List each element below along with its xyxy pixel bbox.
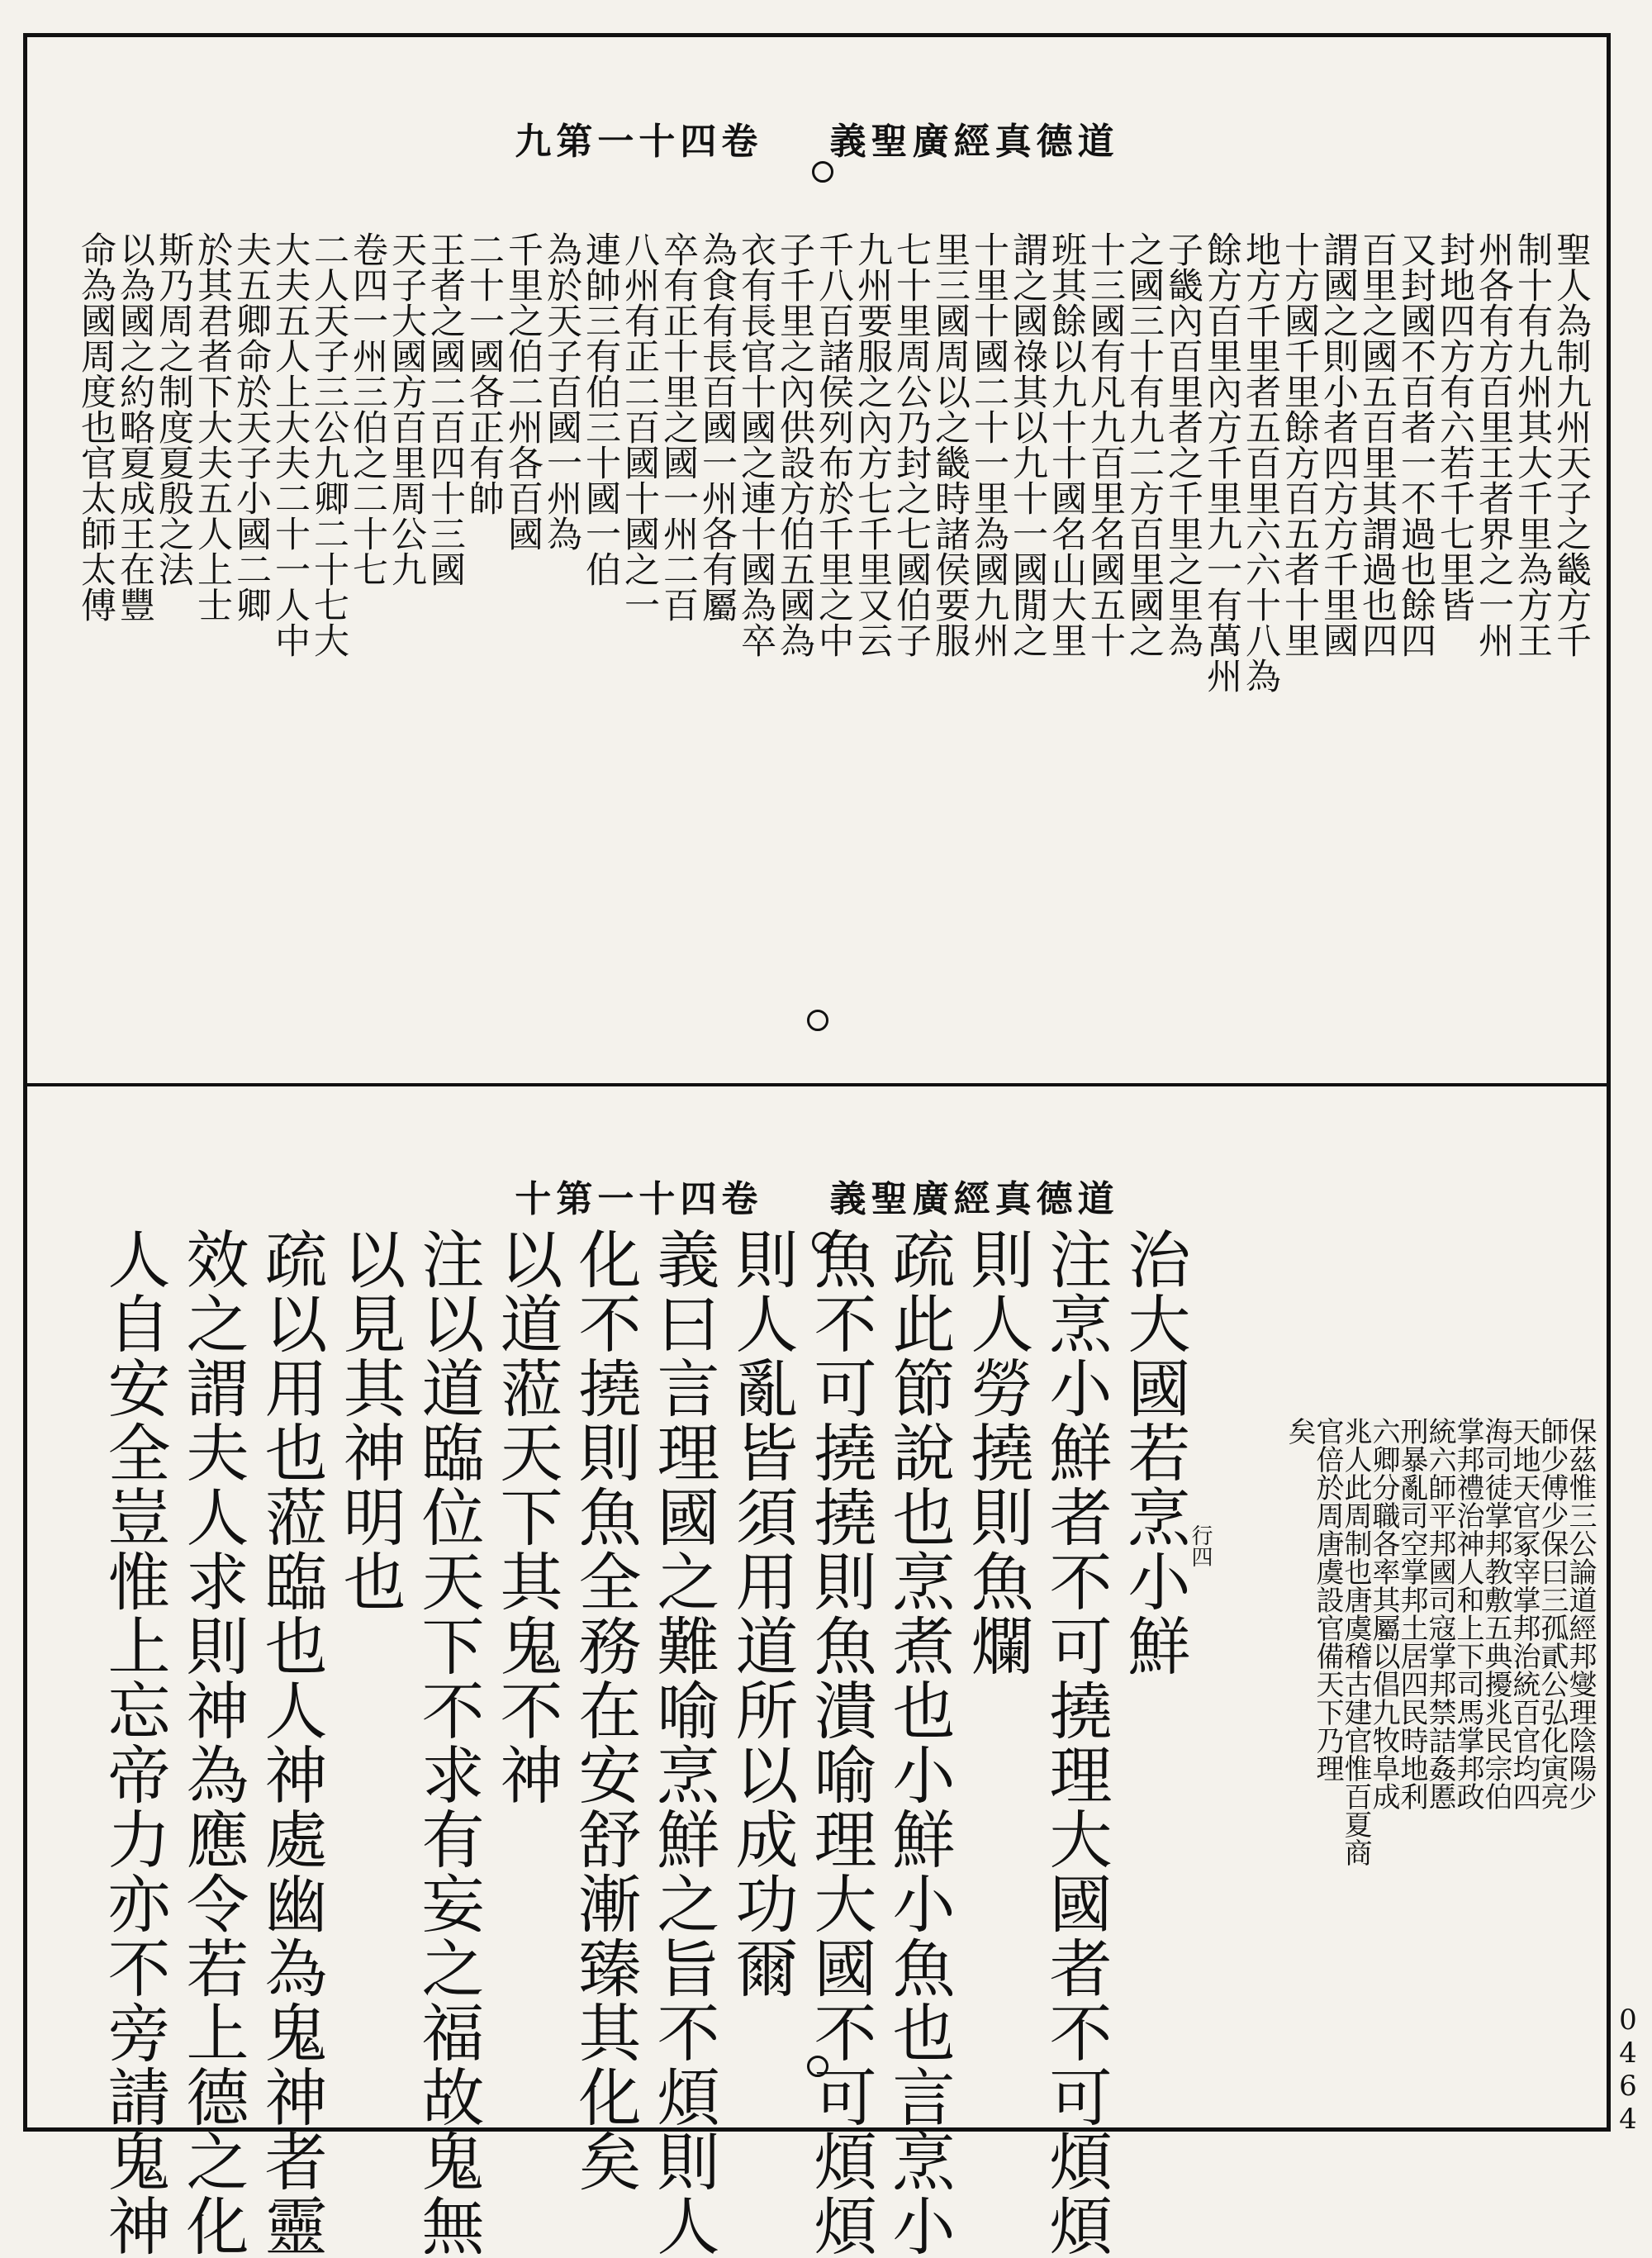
page-number: 0464 — [1612, 2004, 1645, 2136]
text-column: 斯乃周之制度夏殷之法 — [153, 231, 194, 587]
text-column: 千里之伯二州各百國 — [502, 231, 544, 551]
text-column: 於其君者下大夫五人上士 — [192, 231, 233, 622]
text-column: 十三國有凡九百里名國五十 — [1085, 231, 1126, 658]
text-column: 八州有正二百國十國之一 — [619, 231, 660, 622]
text-column: 餘方百里內方千里九一有萬州 — [1201, 231, 1242, 693]
text-column: 以見其神明也 — [333, 1227, 406, 1614]
annotation-column: 掌邦禮治神人和上下司馬掌邦政 — [1451, 1417, 1484, 1810]
text-column: 十方國千里餘方百五者十里 — [1279, 231, 1320, 658]
annotation-columns — [1283, 1417, 1597, 2161]
annotation-column: 官倍於周唐虞設官備天下乃理 — [1311, 1417, 1344, 1782]
bottom-header-volume: 卷四十一第十 — [515, 1178, 763, 1220]
text-column: 命為國周度也官太師太傅 — [75, 231, 116, 622]
text-column: 則人勞撓則魚爛 — [961, 1227, 1034, 1678]
top-header-volume: 卷四十一第九 — [515, 121, 763, 163]
annotation-column: 兆人此周制也唐虞稽古建官惟百夏商 — [1339, 1417, 1372, 1866]
text-column: 治大國若烹小鮮 — [1118, 1227, 1191, 1678]
annotation-column: 矣 — [1283, 1417, 1316, 1445]
text-column: 化不撓則魚全務在安舒漸臻其化矣 — [568, 1227, 642, 2194]
text-column: 二人天子三公九卿二十七大 — [308, 231, 349, 658]
text-column: 注以道臨位天下不求有妄之福故鬼無 — [411, 1227, 485, 2258]
annotation-column: 保茲惟三公論道經邦燮理陰陽少 — [1564, 1417, 1597, 1810]
text-column: 衣有長官十國之連十國為卒 — [735, 231, 776, 658]
text-column: 制十有九州其大千里為方王 — [1512, 231, 1553, 658]
annotation-column: 六卿分職各率其屬以倡九牧阜成 — [1367, 1417, 1400, 1810]
text-column: 人自安全豈惟上忘帝力亦不旁請鬼神 — [97, 1227, 171, 2258]
text-column: 十里十國二十一里為國九州 — [968, 231, 1009, 658]
text-column: 之國三十有九二方百里國之 — [1123, 231, 1165, 658]
bottom-text-columns — [95, 1227, 1194, 2258]
page-frame — [23, 33, 1611, 2258]
annotation-column: 統六師平邦國司寇掌邦禁詰姦慝 — [1423, 1417, 1456, 1810]
text-column: 以為國之約略夏成王在豐 — [114, 231, 155, 622]
text-column: 州各有方百里王者界之一州 — [1473, 231, 1514, 658]
text-column: 夫五卿命於天子小國二卿 — [230, 231, 272, 622]
top-page — [27, 37, 1607, 1086]
text-column: 子畿內百里者之千里之里為 — [1162, 231, 1203, 658]
text-column: 聖人為制九州天子之畿方千 — [1550, 231, 1592, 658]
text-column: 為於天子百國一州為 — [541, 231, 582, 551]
top-header-book: 道德真經廣聖義 — [829, 121, 1119, 163]
text-column: 天子大國方百里周公九 — [386, 231, 427, 587]
text-column: 義曰言理國之難喻烹鮮之旨不煩則人 — [647, 1227, 720, 2258]
text-column: 里三國周以之畿時諸侯要服 — [929, 231, 971, 658]
text-column: 卷四一州三伯之二十七 — [347, 231, 388, 587]
annotation-column: 師少傅少保曰三孤貳公弘化寅亮 — [1536, 1417, 1569, 1810]
text-column: 王者之國二百四十三國 — [425, 231, 466, 587]
text-column: 則人亂皆須用道所以成功爾 — [725, 1227, 799, 2000]
top-page-header — [27, 112, 1607, 164]
annotation-column: 天地天官冢宰掌邦治統百官均四 — [1507, 1417, 1540, 1810]
text-column: 卒有正十里之國一州二百 — [657, 231, 699, 622]
top-text-columns — [76, 231, 1590, 884]
text-column: 為食有長百國一州各有屬 — [696, 231, 738, 622]
annotation-column: 刑暴亂司空掌邦土居四民時地利 — [1395, 1417, 1428, 1810]
text-column: 疏以用也蒞臨也人神處幽為鬼神者靈 — [254, 1227, 328, 2258]
side-note: 行四 — [1188, 1524, 1213, 1567]
circle-mark — [812, 161, 833, 183]
text-column: 千八百諸侯列布於千里之中 — [813, 231, 854, 658]
text-column: 注烹小鮮者不可撓理大國者不可煩煩 — [1039, 1227, 1113, 2258]
text-column: 九州要服之內方七千里又云 — [852, 231, 893, 658]
text-column: 謂國之則小者四方方千里國 — [1317, 231, 1359, 658]
bottom-header-book: 道德真經廣聖義 — [829, 1178, 1119, 1220]
text-column: 班其餘以九十十國名山大里 — [1046, 231, 1087, 658]
text-column: 魚不可撓撓則魚潰喻理大國不可煩煩 — [804, 1227, 877, 2258]
text-column: 子千里之內供設方伯五國為 — [774, 231, 815, 658]
annotation-column: 海司徒掌邦教敷五典擾兆民宗伯 — [1479, 1417, 1512, 1810]
text-column: 連帥三有伯三十國一伯 — [580, 231, 621, 587]
circle-mark — [807, 1010, 828, 1031]
text-column: 七十里周公乃封之七國伯子 — [890, 231, 932, 658]
bottom-page-header — [27, 1169, 1607, 1222]
text-column: 疏此節說也烹煮也小鮮小魚也言烹小 — [882, 1227, 956, 2258]
text-column: 二十一國各正有帥 — [463, 231, 505, 516]
text-column: 封地四方有六若千七里皆 — [1434, 231, 1475, 622]
text-column: 又封國不百者一不過也餘四 — [1395, 231, 1436, 658]
text-column: 謂之國祿其以九十一國閒之 — [1007, 231, 1048, 658]
bottom-page — [27, 1086, 1607, 2258]
text-column: 效之謂夫人求則神為應令若上德之化 — [176, 1227, 249, 2258]
text-column: 大夫五人上大夫二十一人中 — [269, 231, 311, 658]
text-column: 地方千里者五百里六六十八為 — [1240, 231, 1281, 693]
text-column: 百里之國五百里其謂過也四 — [1356, 231, 1398, 658]
text-column: 以道蒞天下其鬼不神 — [490, 1227, 563, 1807]
